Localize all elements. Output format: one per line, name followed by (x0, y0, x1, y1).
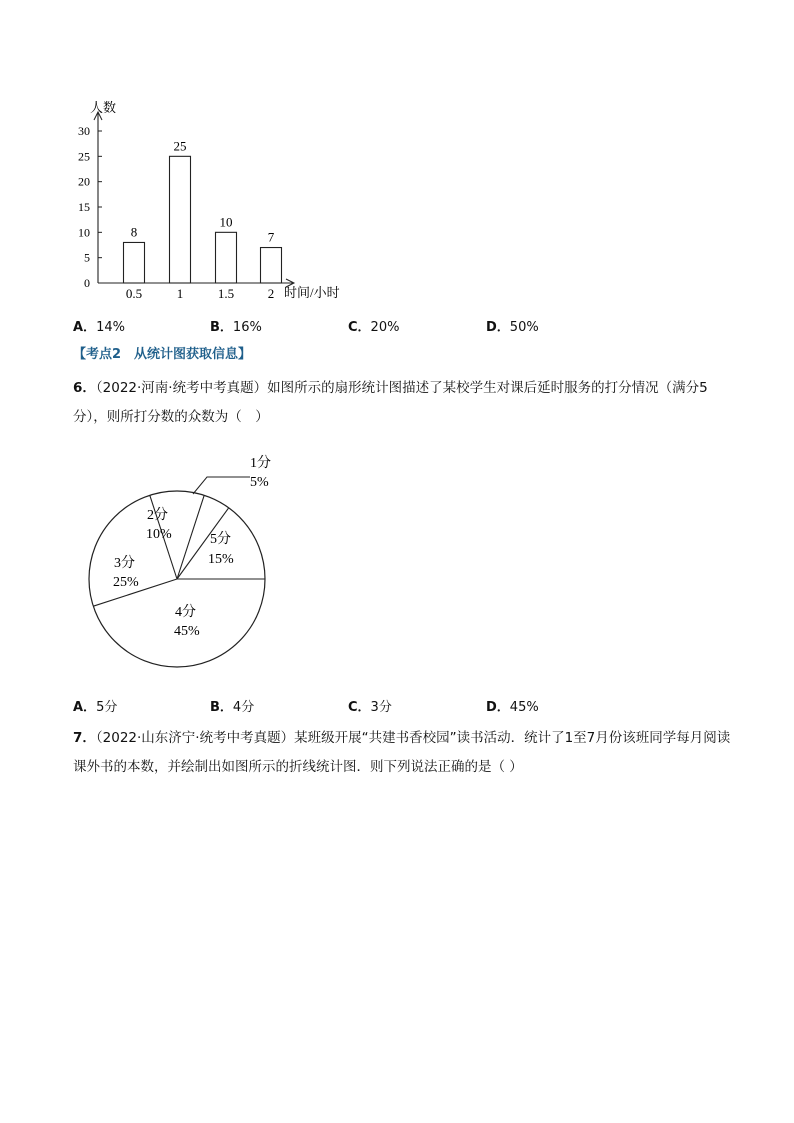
y-tick-label: 25 (78, 149, 90, 164)
bar-2 (261, 248, 282, 283)
pie-label-1: 1分 (250, 456, 271, 471)
bar-value-label: 8 (130, 224, 138, 240)
q5-choice-b[interactable]: B．16% (210, 320, 262, 335)
bar-chart-body (78, 100, 340, 301)
y-tick-label: 0 (84, 276, 90, 290)
pie-label-5: 5分 (210, 532, 231, 547)
x-tick-label: 0.5 (125, 286, 143, 301)
q7-number: 7． (73, 730, 96, 746)
pie-label-2: 2分 (147, 508, 168, 523)
y-tick-label: 5 (84, 250, 90, 265)
q6-text: （2022·河南·统考中考真题）如图所示的扇形统计图描述了某校学生对课后延时服务的打分情况（满分5分），则所打分数的众数为（ ） (73, 380, 708, 425)
bar-0.5 (124, 242, 145, 283)
q6-choice-a[interactable]: A．5分 (73, 700, 118, 715)
y-tick-label: 15 (78, 200, 90, 214)
q7-text: （2022·山东济宁·统考中考真题）某班级开展“共建书香校园”读书活动．统计了1至7月份该班同学每月阅读课外书的本数，并绘制出如图所示的折线统计图．则下列说法正确的是（ ） (73, 730, 731, 775)
y-tick-label: 20 (78, 174, 90, 189)
q5-choice-a[interactable]: A．14% (73, 320, 125, 335)
pie-label-3: 3分 (114, 556, 135, 571)
pie-percent-3: 25% (113, 575, 139, 590)
pie-chart (0, 440, 340, 680)
pie-percent-1: 5% (250, 475, 269, 490)
q6-choice-b[interactable]: B．4分 (210, 700, 255, 715)
bar-value-label: 10 (219, 214, 233, 230)
bar-value-label: 25 (173, 138, 187, 154)
y-tick-label: 10 (78, 225, 90, 240)
question-7 (73, 724, 733, 782)
x-axis-label: 时间/小时 (284, 285, 340, 300)
pie-percent-4: 45% (174, 624, 200, 639)
bar-1 (170, 156, 191, 283)
question-6 (73, 374, 733, 432)
section-title: 【考点2 从统计图获取信息】 (73, 347, 252, 362)
pie-chart-body (89, 455, 271, 667)
pie-leader-line (193, 477, 250, 494)
y-axis-label: 人数 (90, 100, 117, 115)
pie-percent-2: 10% (146, 527, 172, 542)
x-tick-label: 2 (267, 286, 275, 301)
q6-choices (73, 696, 733, 716)
y-tick-label: 30 (78, 124, 90, 138)
q6-choice-d[interactable]: D．45% (486, 700, 539, 715)
q6-number: 6． (73, 380, 96, 396)
q5-choice-d[interactable]: D．50% (486, 320, 539, 335)
q5-choice-c[interactable]: C．20% (348, 320, 400, 335)
bar-1.5 (216, 232, 237, 283)
q6-choice-c[interactable]: C．3分 (348, 700, 392, 715)
pie-label-4: 4分 (175, 605, 196, 620)
x-tick-label: 1.5 (217, 286, 235, 301)
bar-chart (0, 0, 400, 310)
pie-percent-5: 15% (208, 552, 234, 567)
bar-value-label: 7 (267, 229, 275, 245)
x-tick-label: 1 (176, 286, 184, 301)
q5-choices (73, 316, 733, 336)
